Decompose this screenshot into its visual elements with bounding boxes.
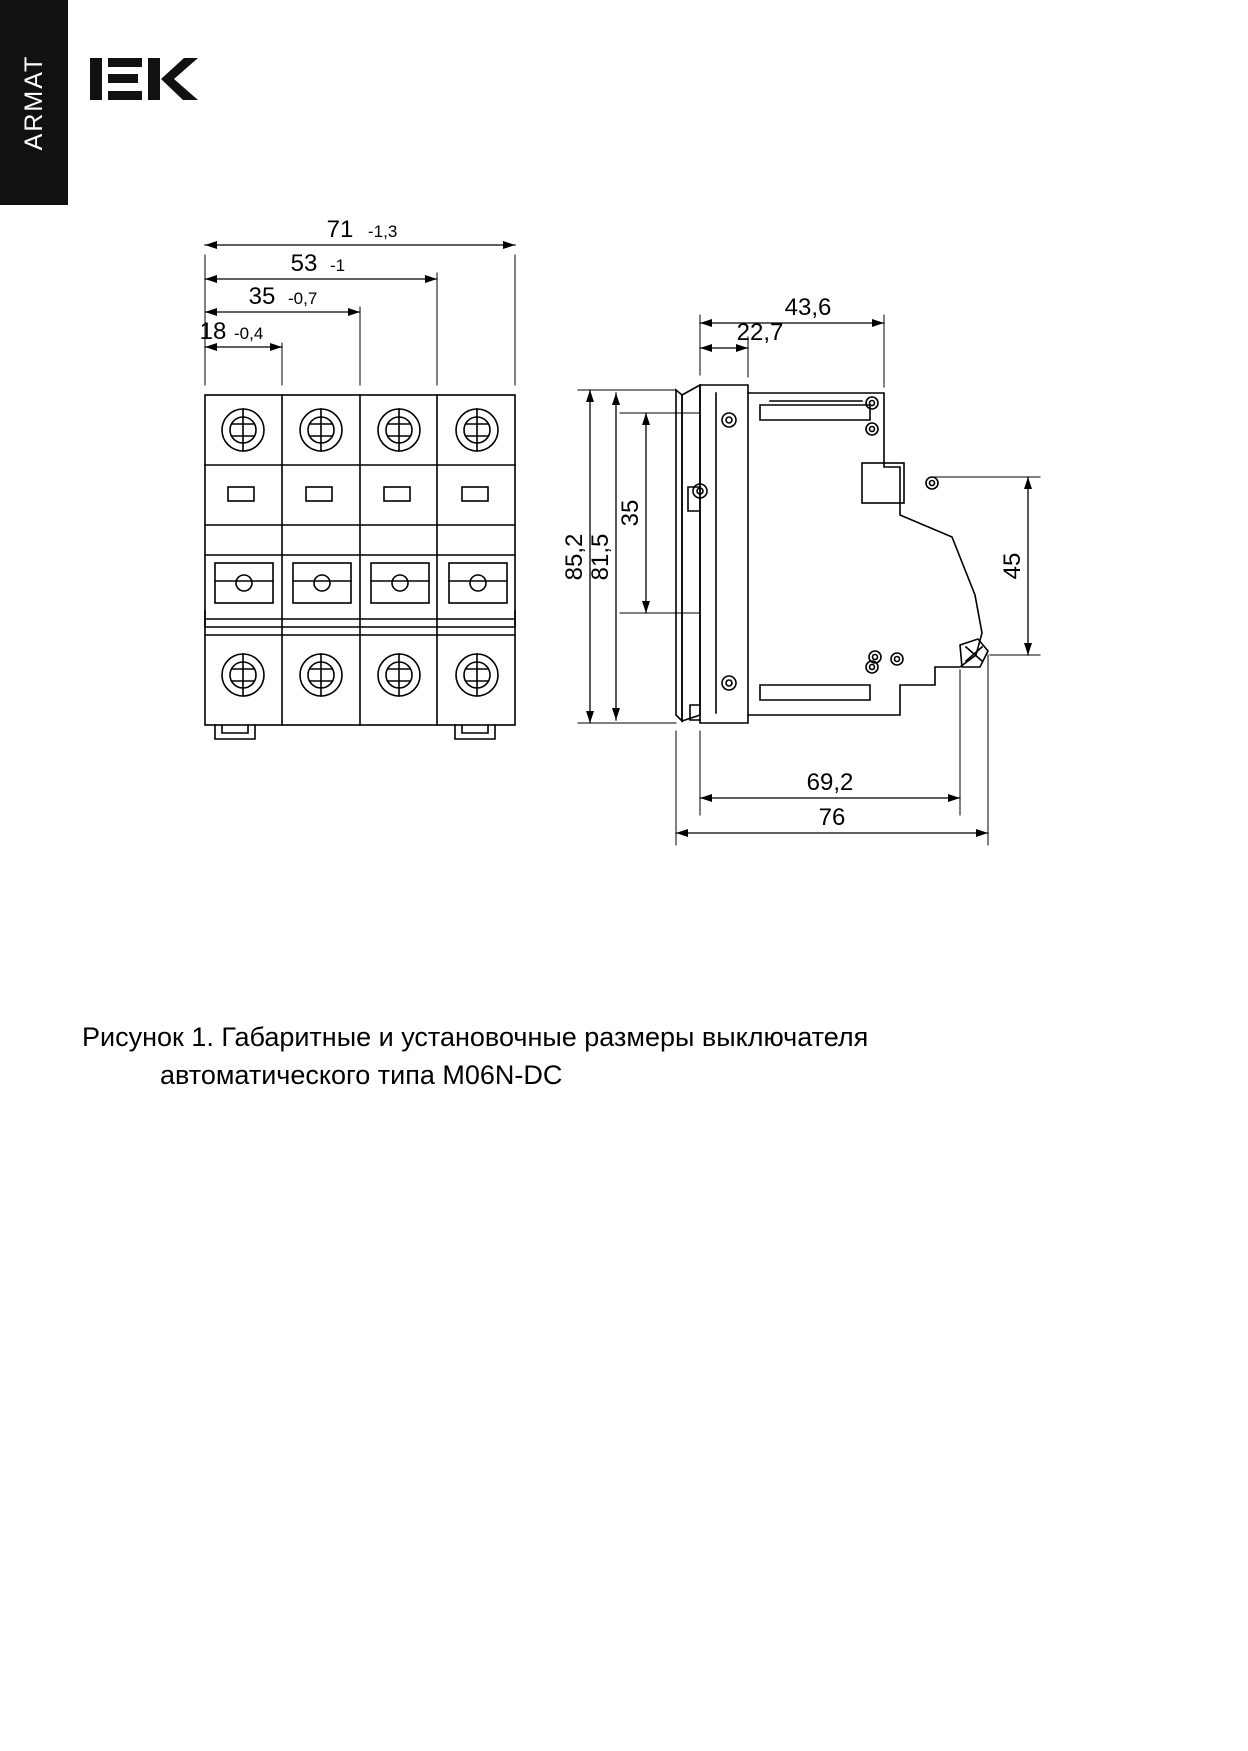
- front-dim-18-tolerance: -0,4: [234, 324, 264, 343]
- side-dim-69-2: 69,2: [806, 769, 854, 796]
- technical-drawing: [0, 215, 1248, 915]
- front-dim-53: [291, 250, 345, 277]
- side-dim-81-5: 81,5: [587, 533, 614, 581]
- front-dim-53-value: 53: [290, 250, 318, 277]
- figure-caption-line2: автоматического типа M06N-DC: [160, 1060, 563, 1090]
- side-dim-45: 45: [999, 552, 1026, 580]
- front-dim-18-value: 18: [199, 318, 227, 345]
- side-dim-22-7: 22,7: [736, 319, 784, 346]
- iek-logo: [88, 48, 198, 108]
- front-dim-18: [200, 318, 264, 345]
- brand-band: [0, 0, 68, 205]
- side-dim-76: 76: [818, 804, 846, 831]
- front-dim-71: [327, 216, 398, 243]
- side-dim-35: 35: [617, 499, 644, 527]
- front-dim-35-tolerance: -0,7: [288, 289, 318, 308]
- brand-band-label: ARMAT: [19, 54, 48, 151]
- front-dim-71-tolerance: -1,3: [368, 222, 398, 241]
- front-dim-35-value: 35: [248, 283, 276, 310]
- front-dim-53-tolerance: -1: [330, 256, 346, 275]
- figure-caption: [82, 1018, 1082, 1094]
- side-dim-85-2: 85,2: [561, 533, 588, 581]
- front-dim-71-value: 71: [326, 216, 354, 243]
- side-dim-43-6: 43,6: [784, 294, 832, 321]
- figure-caption-line1: Рисунок 1. Габаритные и установочные размеры выключателя: [82, 1022, 869, 1052]
- front-dim-35: [249, 283, 318, 310]
